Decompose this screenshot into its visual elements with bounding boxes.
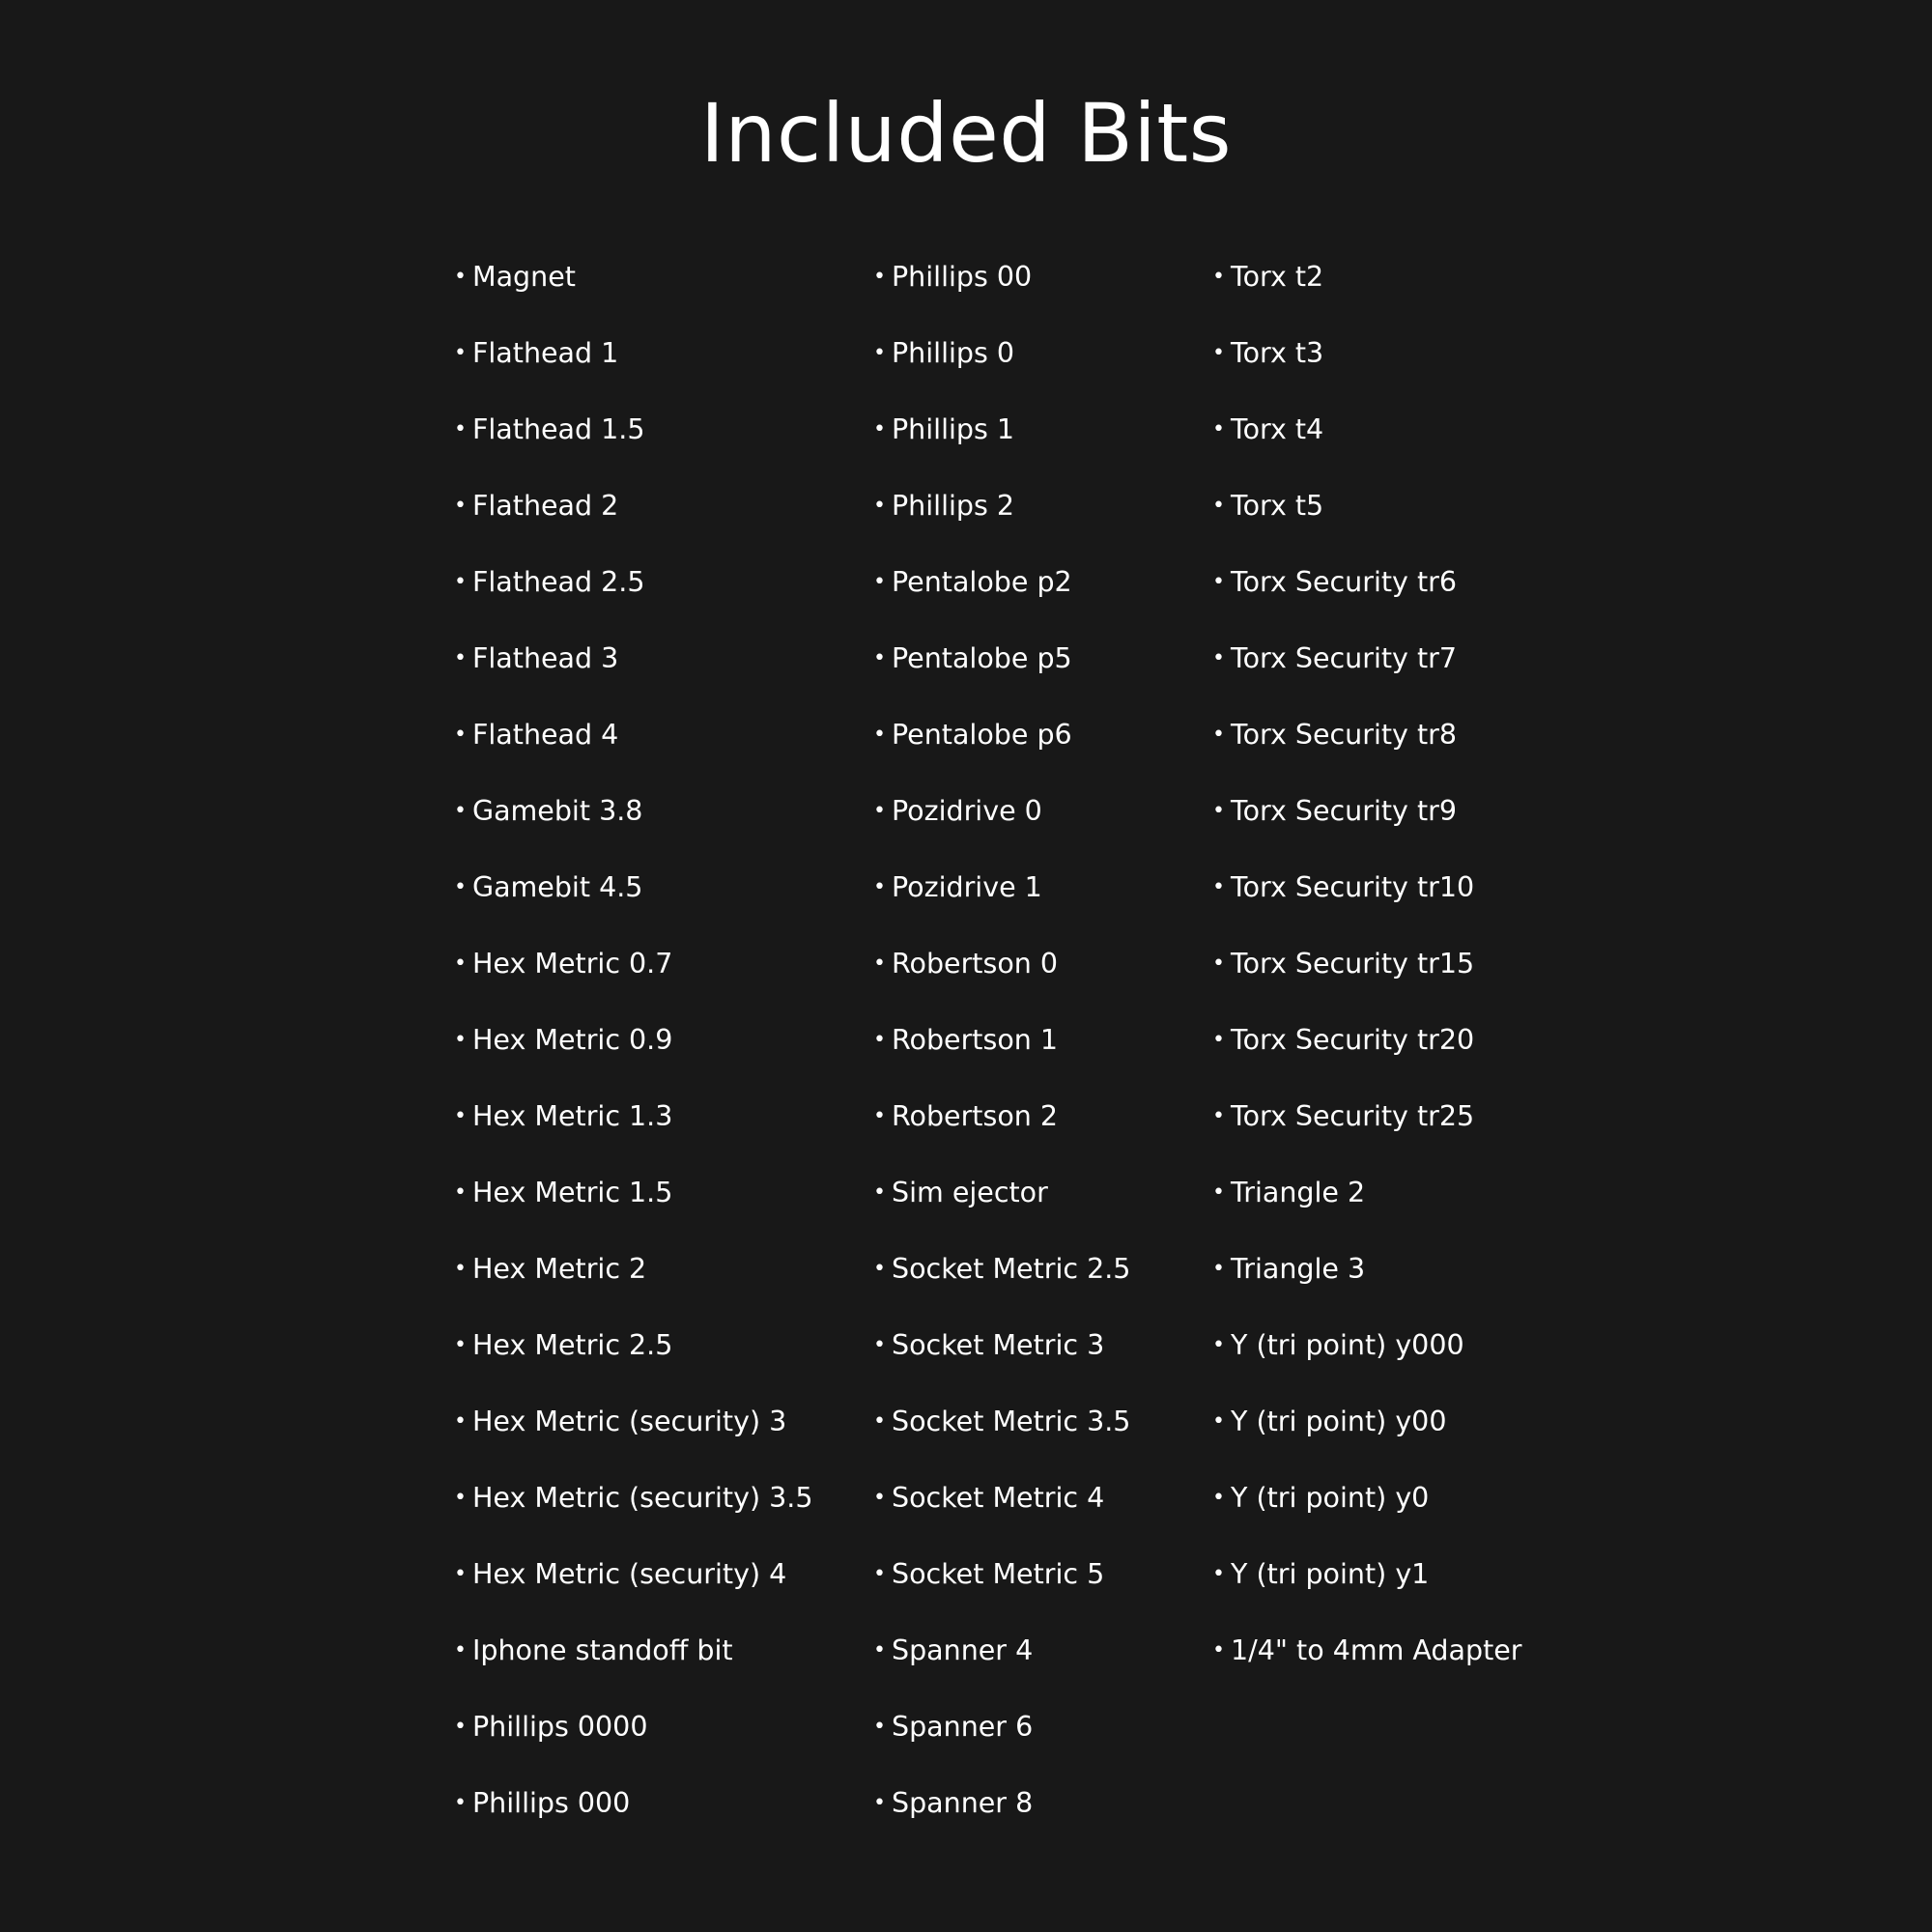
list-item: • Torx Security tr8 — [1212, 711, 1522, 787]
list-item: • Socket Metric 2.5 — [873, 1245, 1130, 1321]
list-item: • Robertson 0 — [873, 940, 1130, 1016]
list-item: • Phillips 2 — [873, 482, 1130, 558]
list-item: • Robertson 2 — [873, 1093, 1130, 1169]
list-item: • Torx t2 — [1212, 253, 1522, 329]
list-item: • Spanner 8 — [873, 1779, 1130, 1856]
list-item: • Torx t3 — [1212, 329, 1522, 406]
list-item: • Pozidrive 1 — [873, 864, 1130, 940]
list-item: • Gamebit 3.8 — [454, 787, 812, 864]
list-item: • Socket Metric 3 — [873, 1321, 1130, 1398]
list-item: • Flathead 2 — [454, 482, 812, 558]
list-item: • Pentalobe p6 — [873, 711, 1130, 787]
list-item: • Torx Security tr25 — [1212, 1093, 1522, 1169]
list-item: • Hex Metric (security) 3.5 — [454, 1474, 812, 1550]
list-item: • Socket Metric 3.5 — [873, 1398, 1130, 1474]
list-item: • Flathead 2.5 — [454, 558, 812, 635]
list-item: • Phillips 00 — [873, 253, 1130, 329]
list-item: • Hex Metric 1.3 — [454, 1093, 812, 1169]
list-item: • 1/4" to 4mm Adapter — [1212, 1627, 1522, 1703]
list-item: • Socket Metric 5 — [873, 1550, 1130, 1627]
list-item: • Sim ejector — [873, 1169, 1130, 1245]
bit-list-column-2 — [873, 253, 1130, 1856]
list-item: • Socket Metric 4 — [873, 1474, 1130, 1550]
list-item: • Hex Metric 0.7 — [454, 940, 812, 1016]
list-item: • Y (tri point) y00 — [1212, 1398, 1522, 1474]
list-item: • Torx t4 — [1212, 406, 1522, 482]
list-item: • Iphone standoff bit — [454, 1627, 812, 1703]
list-item: • Hex Metric 0.9 — [454, 1016, 812, 1093]
list-item: • Pentalobe p5 — [873, 635, 1130, 711]
list-item: • Phillips 0 — [873, 329, 1130, 406]
list-item: • Y (tri point) y0 — [1212, 1474, 1522, 1550]
list-item: • Robertson 1 — [873, 1016, 1130, 1093]
list-item: • Torx Security tr15 — [1212, 940, 1522, 1016]
list-item: • Torx Security tr6 — [1212, 558, 1522, 635]
list-item: • Pentalobe p2 — [873, 558, 1130, 635]
list-item: • Hex Metric 2 — [454, 1245, 812, 1321]
list-item: • Triangle 2 — [1212, 1169, 1522, 1245]
list-item: • Spanner 4 — [873, 1627, 1130, 1703]
list-item: • Flathead 4 — [454, 711, 812, 787]
list-item: • Torx Security tr9 — [1212, 787, 1522, 864]
list-item: • Magnet — [454, 253, 812, 329]
list-item: • Flathead 1 — [454, 329, 812, 406]
list-item: • Phillips 0000 — [454, 1703, 812, 1779]
list-item: • Hex Metric 1.5 — [454, 1169, 812, 1245]
list-item: • Y (tri point) y000 — [1212, 1321, 1522, 1398]
list-item: • Flathead 3 — [454, 635, 812, 711]
page-title: Included Bits — [700, 86, 1232, 181]
bit-list-column-3 — [1212, 253, 1522, 1703]
list-item: • Pozidrive 0 — [873, 787, 1130, 864]
list-item: • Torx Security tr10 — [1212, 864, 1522, 940]
list-item: • Hex Metric (security) 3 — [454, 1398, 812, 1474]
list-item: • Phillips 1 — [873, 406, 1130, 482]
list-item: • Torx Security tr20 — [1212, 1016, 1522, 1093]
list-item: • Spanner 6 — [873, 1703, 1130, 1779]
list-item: • Flathead 1.5 — [454, 406, 812, 482]
list-item: • Y (tri point) y1 — [1212, 1550, 1522, 1627]
list-item: • Gamebit 4.5 — [454, 864, 812, 940]
list-item: • Torx Security tr7 — [1212, 635, 1522, 711]
list-item: • Triangle 3 — [1212, 1245, 1522, 1321]
list-item: • Phillips 000 — [454, 1779, 812, 1856]
list-item: • Hex Metric 2.5 — [454, 1321, 812, 1398]
list-item: • Torx t5 — [1212, 482, 1522, 558]
bit-list-column-1 — [454, 253, 812, 1856]
list-item: • Hex Metric (security) 4 — [454, 1550, 812, 1627]
